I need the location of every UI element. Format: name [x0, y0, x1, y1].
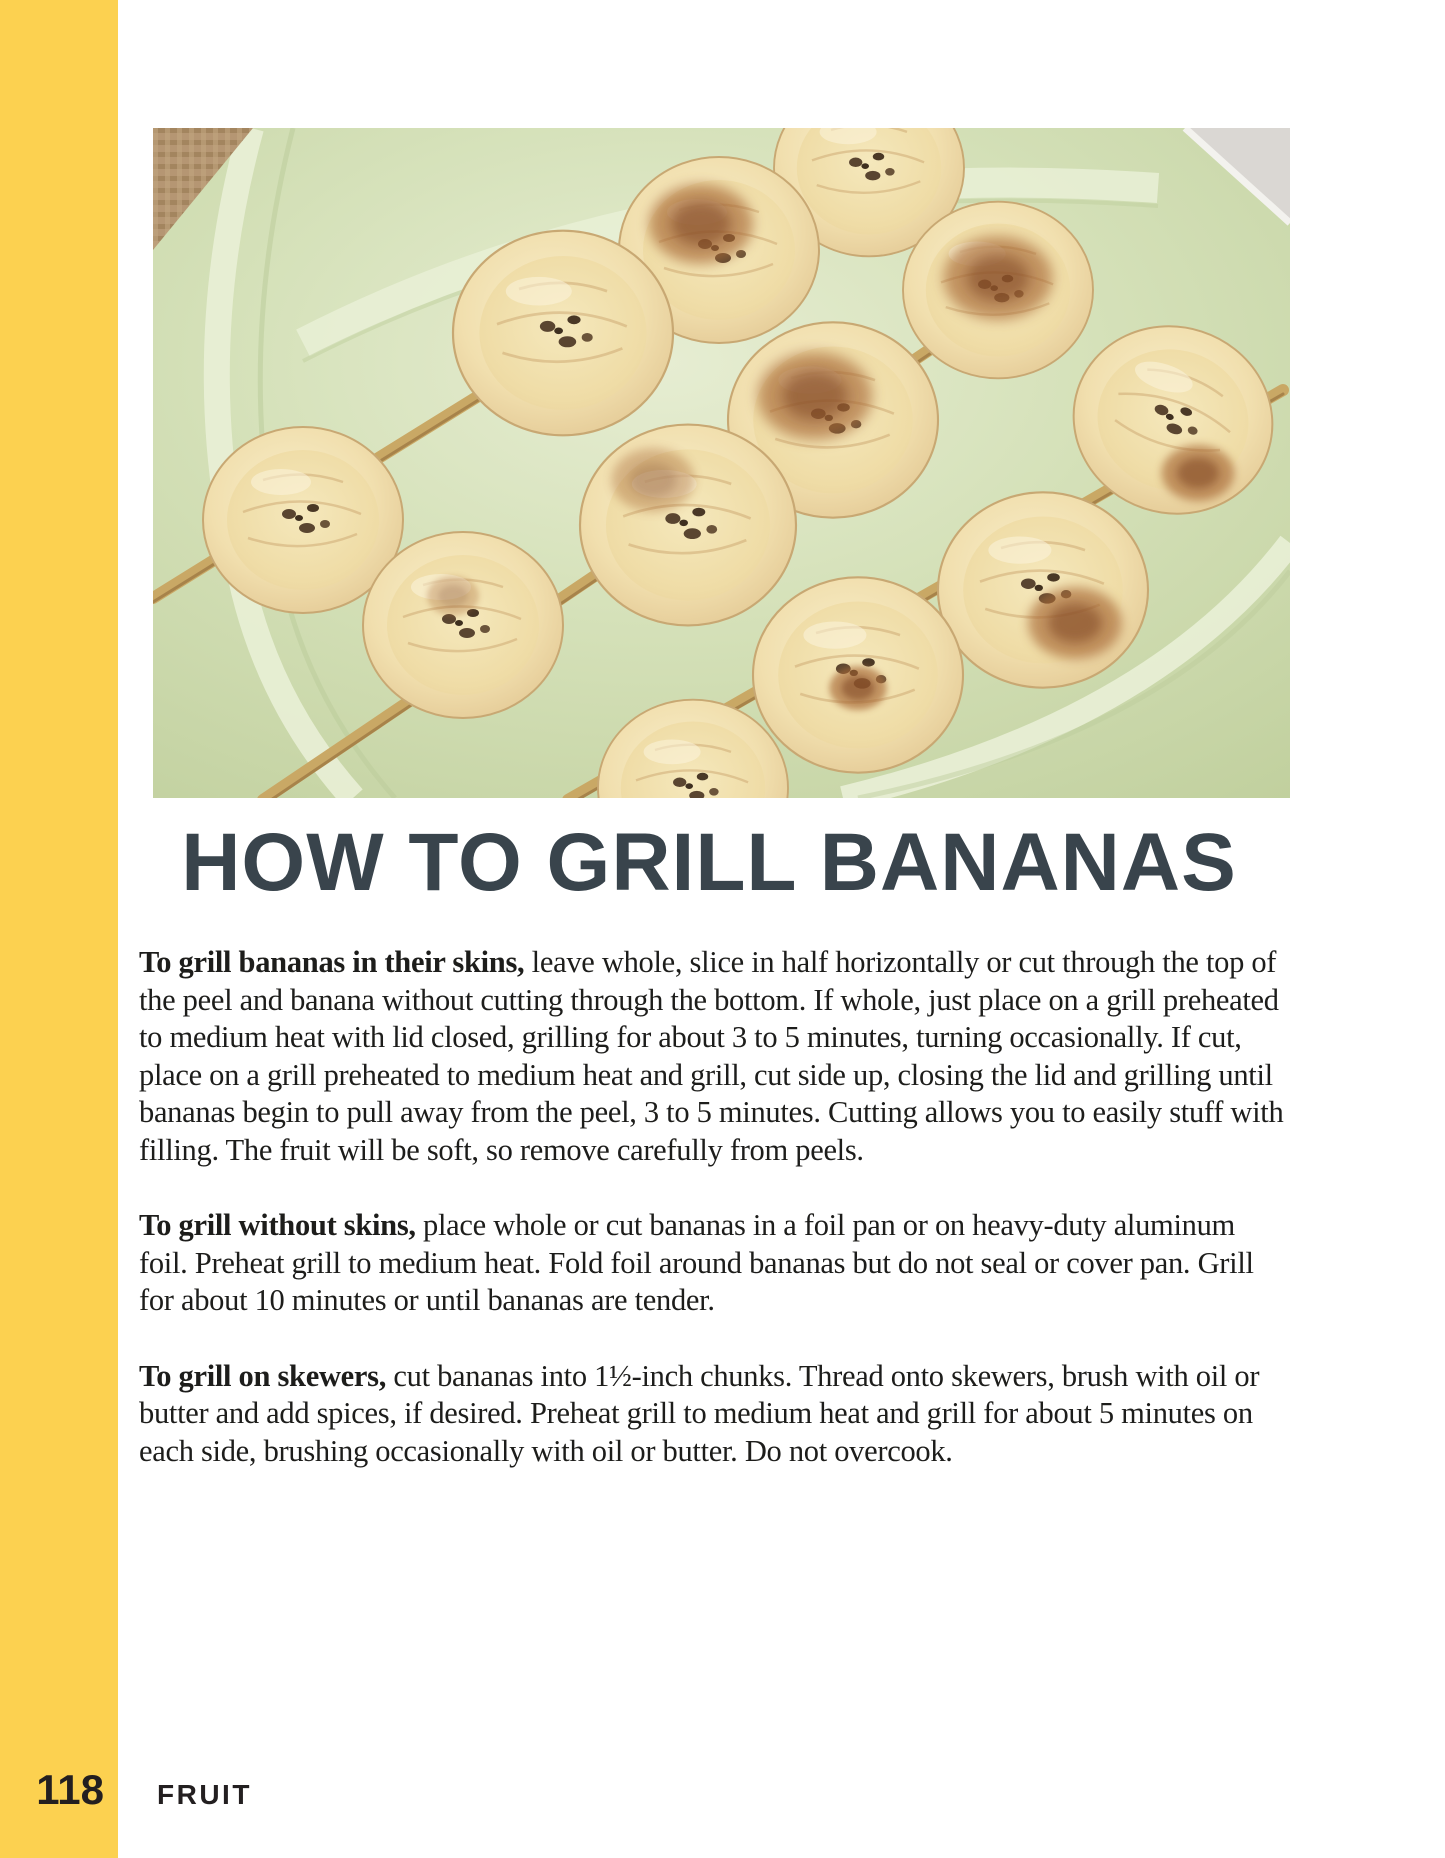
- page-title: HOW TO GRILL BANANAS: [181, 817, 1237, 908]
- photo-illustration: [153, 128, 1290, 798]
- paragraph-text-without-skins: place whole or cut bananas in a foil pan or on heavy-duty aluminum foil. Preheat grill to medium heat. Fold foil around bananas but do not seal or cover pan. Grill for about 10 minutes or until bananas are tender.: [139, 1208, 1254, 1318]
- paragraph-text-on-skewers: cut bananas into 1½-inch chunks. Thread onto skewers, brush with oil or butter and add spices, if desired. Preheat grill to medium heat and grill for about 5 minutes on each side, brushing occasionally with oil or butter. Do not overcook.: [139, 1358, 1260, 1468]
- section-label: FRUIT: [157, 1779, 252, 1810]
- page-number: 118: [36, 1766, 104, 1813]
- paragraph-grill-in-skins: [139, 944, 1287, 1170]
- article-body: [139, 944, 1287, 1470]
- paragraph-lead-in-skins: To grill bananas in their skins,: [139, 945, 525, 979]
- accent-sidebar: [0, 0, 118, 1858]
- paragraph-grill-on-skewers: [139, 1358, 1287, 1471]
- paragraph-lead-without-skins: To grill without skins,: [139, 1208, 416, 1243]
- paragraph-grill-without-skins: [139, 1207, 1287, 1320]
- paragraph-lead-on-skewers: To grill on skewers,: [139, 1358, 387, 1393]
- grilled-banana-skewers-photo: [153, 128, 1290, 798]
- paragraph-text-in-skins: leave whole, slice in half horizontally or cut through the top of the peel and banana without cutting through the bottom. If whole, just place on a grill preheated to medium heat with lid closed, grilling for about 3 to 5 minutes, turning occasionally. If cut, place on a grill preheated to medium heat and grill, cut side up, closing the lid and grilling until bananas begin to pull away from the peel, 3 to 5 minutes. Cutting allows you to easily stuff with filling. The fruit will be soft, so remove carefully from peels.: [139, 945, 1284, 1167]
